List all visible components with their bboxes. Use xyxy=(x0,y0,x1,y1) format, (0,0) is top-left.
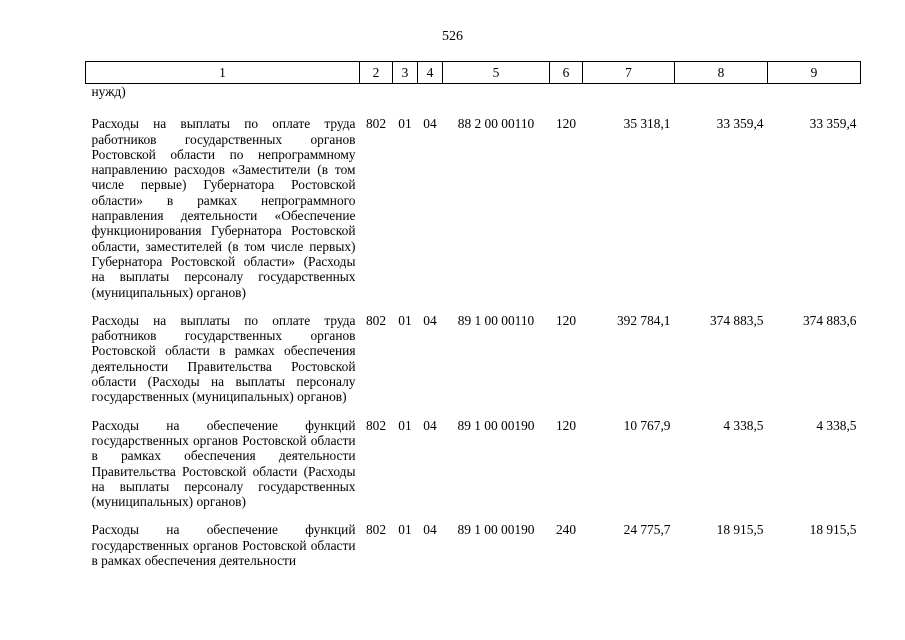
cell-amount-8: 18 915,5 xyxy=(716,522,764,538)
cell-amount-9: 374 883,6 xyxy=(802,312,857,328)
table-row xyxy=(86,405,861,510)
row-description: Расходы на выплаты по оплате труда работников государственных органов Ростовской области в рамках обеспечения деятельности Правительства Ростовской области (Расходы на выплаты персоналу государственных (муниципальных) органов) xyxy=(91,312,356,405)
cell-section: 01 xyxy=(398,116,412,132)
header-cell: 8 xyxy=(675,62,768,84)
page-number: 526 xyxy=(442,29,463,44)
row-description: Расходы на обеспечение функций государственных органов Ростовской области в рамках обеспечения деятельности Правительства Ростовской области (Расходы на выплаты персоналу государственных (муниципальных) органов) xyxy=(91,417,356,510)
header-cell: 9 xyxy=(768,62,861,84)
cell-subsection: 04 xyxy=(423,417,437,433)
cell-expense-type: 120 xyxy=(555,417,577,433)
continuation-row xyxy=(86,84,861,104)
cell-target-article: 89 1 00 00110 xyxy=(457,312,535,328)
cell-expense-type: 120 xyxy=(555,116,577,132)
cell-amount-7: 392 784,1 xyxy=(616,312,671,328)
cell-subsection: 04 xyxy=(423,312,437,328)
table-row xyxy=(86,509,861,569)
header-cell: 5 xyxy=(443,62,550,84)
header-cell: 7 xyxy=(583,62,675,84)
cell-code: 802 xyxy=(365,312,387,328)
cell-amount-9: 4 338,5 xyxy=(816,417,857,433)
cell-code: 802 xyxy=(365,522,387,538)
cell-amount-8: 33 359,4 xyxy=(716,116,764,132)
header-cell: 2 xyxy=(360,62,393,84)
cell-amount-7: 24 775,7 xyxy=(623,522,671,538)
cell-amount-8: 4 338,5 xyxy=(723,417,764,433)
cell-section: 01 xyxy=(398,417,412,433)
cell-code: 802 xyxy=(365,417,387,433)
cell-subsection: 04 xyxy=(423,116,437,132)
cell-amount-9: 33 359,4 xyxy=(809,116,857,132)
table-row xyxy=(86,300,861,405)
cell-target-article: 88 2 00 00110 xyxy=(457,116,535,132)
cell-amount-9: 18 915,5 xyxy=(809,522,857,538)
cell-amount-8: 374 883,5 xyxy=(709,312,764,328)
header-cell: 3 xyxy=(393,62,418,84)
budget-table xyxy=(85,61,861,569)
cell-subsection: 04 xyxy=(423,522,437,538)
table-header-row xyxy=(86,62,861,84)
cell-amount-7: 35 318,1 xyxy=(623,116,671,132)
header-cell: 6 xyxy=(550,62,583,84)
cell-amount-7: 10 767,9 xyxy=(623,417,671,433)
row-description: Расходы на обеспечение функций государственных органов Ростовской области в рамках обеспечения деятельности xyxy=(91,522,356,569)
header-cell: 1 xyxy=(86,62,360,84)
cell-code: 802 xyxy=(365,116,387,132)
row-description: Расходы на выплаты по оплате труда работников государственных органов Ростовской области по непрограммному направлению расходов «Заместители (в том числе первые) Губернатора Ростовской области» в рамках непрограммного направления деятельности «Обеспечение функционирования Губернатора Ростовской области, заместителей (в том числе первых) Губернатора Ростовской области» (Расходы на выплаты персоналу государственных (муниципальных) органов) xyxy=(91,116,356,300)
cell-section: 01 xyxy=(398,312,412,328)
header-cell: 4 xyxy=(418,62,443,84)
continuation-text: нужд) xyxy=(91,84,126,99)
table-row xyxy=(86,103,861,300)
cell-expense-type: 240 xyxy=(555,522,577,538)
cell-target-article: 89 1 00 00190 xyxy=(457,417,535,433)
cell-expense-type: 120 xyxy=(555,312,577,328)
cell-target-article: 89 1 00 00190 xyxy=(457,522,535,538)
cell-section: 01 xyxy=(398,522,412,538)
